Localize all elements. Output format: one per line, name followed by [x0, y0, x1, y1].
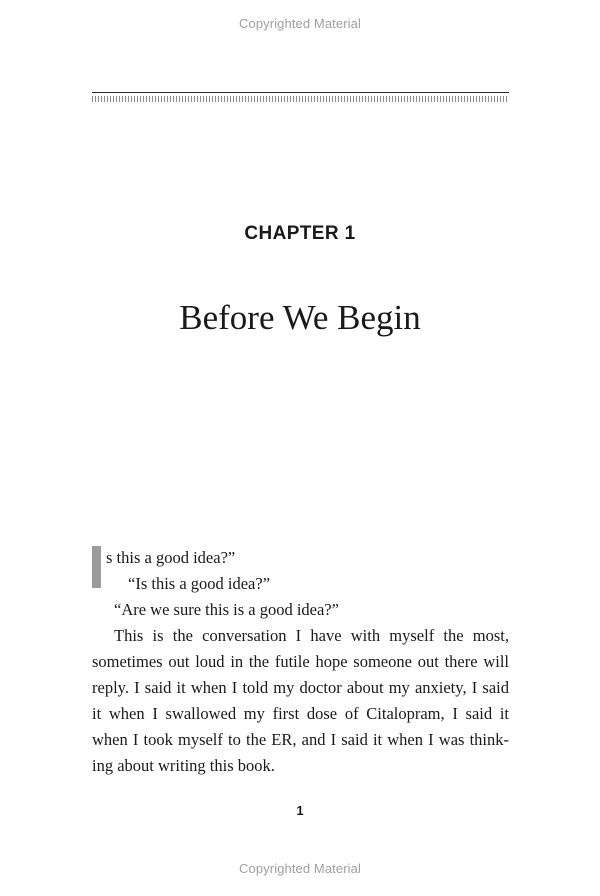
- chapter-title: Before We Begin: [179, 298, 421, 337]
- body-line: reply. I said it when I told my doctor about my anxiety, I said: [92, 678, 509, 697]
- header-rule-ticks: [92, 96, 509, 102]
- header-rule: [92, 92, 509, 93]
- chapter-label: CHAPTER 1: [244, 223, 356, 244]
- body-line: it when I swallowed my first dose of Citalopram, I said it: [92, 704, 509, 723]
- body-line: “Is this a good idea?”: [128, 574, 271, 593]
- body-line: This is the conversation I have with myself the most,: [114, 626, 509, 645]
- drop-cap-bar: [92, 546, 101, 588]
- body-line: ing about writing this book.: [92, 756, 275, 775]
- body-line: “Are we sure this is a good idea?”: [114, 600, 339, 619]
- body-line: s this a good idea?”: [106, 548, 236, 567]
- page-number: 1: [296, 803, 304, 818]
- copyright-watermark-bottom: Copyrighted Material: [239, 861, 361, 876]
- body-line: when I took myself to the ER, and I said it when I was think-: [92, 730, 509, 749]
- body-line: sometimes out loud in the futile hope someone out there will: [92, 652, 509, 671]
- copyright-watermark-top: Copyrighted Material: [239, 16, 361, 31]
